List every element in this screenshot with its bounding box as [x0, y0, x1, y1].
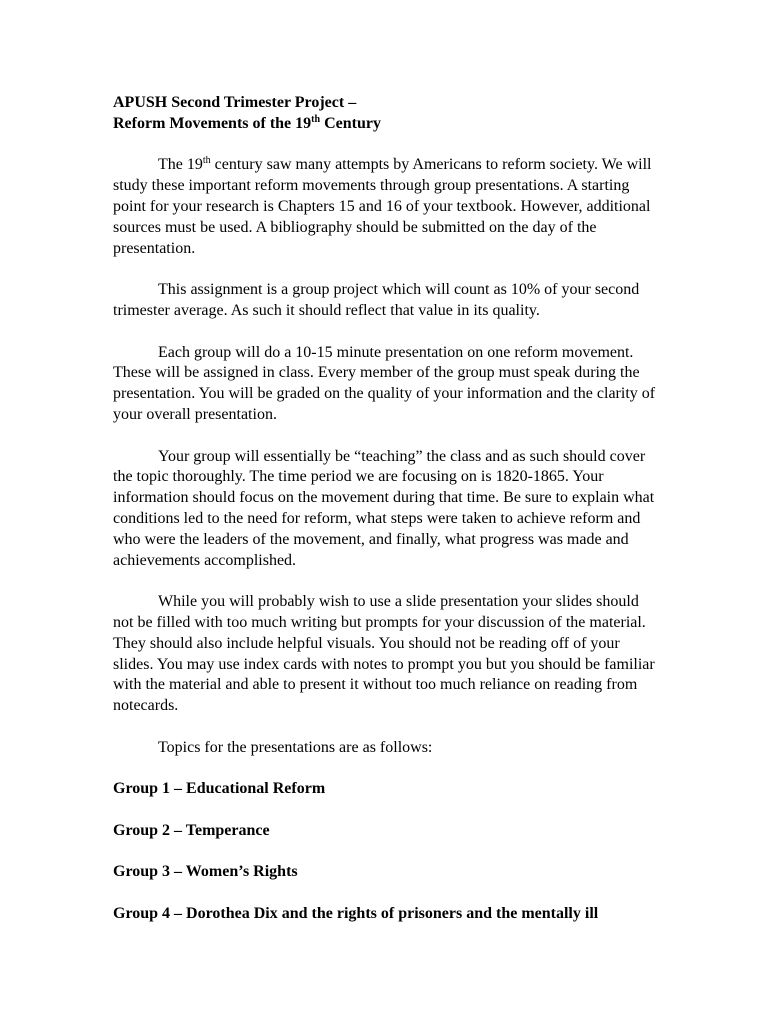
intro-paragraph-rest: century saw many attempts by Americans to reform society. We will study these important reform movements through group presentations. A starting point for your research is Chapters 15 and 16 of your textbook. However, additional sources must be used. A bibliography should be submitted on the day of the presentation.	[113, 156, 652, 257]
teaching-paragraph: Your group will essentially be “teaching” the class and as such should cover the topic thoroughly. The time period we are focusing on is 1820-1865. Your information should focus on the movement during that time. Be sure to explain what conditions led to the need for reform, what steps were taken to achieve reform and who were the leaders of the movement, and finally, what progress was made and achievements accomplished.	[113, 447, 655, 569]
intro-paragraph	[113, 155, 663, 259]
group-item-2: Group 2 – Temperance	[113, 821, 270, 839]
title-superscript: th	[311, 113, 321, 125]
slides-paragraph: While you will probably wish to use a slide presentation your slides should not be filled with too much writing but prompts for your discussion of the material. They should also include helpful visuals. You should not be reading off of your slides. You may use index cards with notes to prompt you but you should be familiar with the material and able to present it without too much reliance on reading from notecards.	[113, 593, 655, 715]
title-line-2-text: Reform Movements of the 19	[113, 114, 312, 132]
document-title	[113, 93, 663, 135]
intro-paragraph-start: The 19	[158, 156, 203, 174]
topics-intro-paragraph: Topics for the presentations are as follows:	[158, 738, 433, 756]
grading-paragraph: This assignment is a group project which will count as 10% of your second trimester average. As such it should reflect that value in its quality.	[113, 281, 640, 319]
intro-superscript: th	[202, 155, 211, 167]
title-line-2-suffix: Century	[320, 114, 381, 132]
presentation-paragraph: Each group will do a 10-15 minute presentation on one reform movement. These will be assigned in class. Every member of the group must speak during the presentation. You will be graded on the quality of your information and the clarity of your overall presentation.	[113, 343, 656, 423]
title-line-1: APUSH Second Trimester Project –	[113, 94, 357, 111]
title-line-2	[113, 114, 663, 135]
group-item-3: Group 3 – Women’s Rights	[113, 863, 298, 881]
document-page	[113, 93, 663, 946]
group-item-1: Group 1 – Educational Reform	[113, 780, 326, 798]
group-item-4: Group 4 – Dorothea Dix and the rights of prisoners and the mentally ill	[113, 905, 599, 923]
